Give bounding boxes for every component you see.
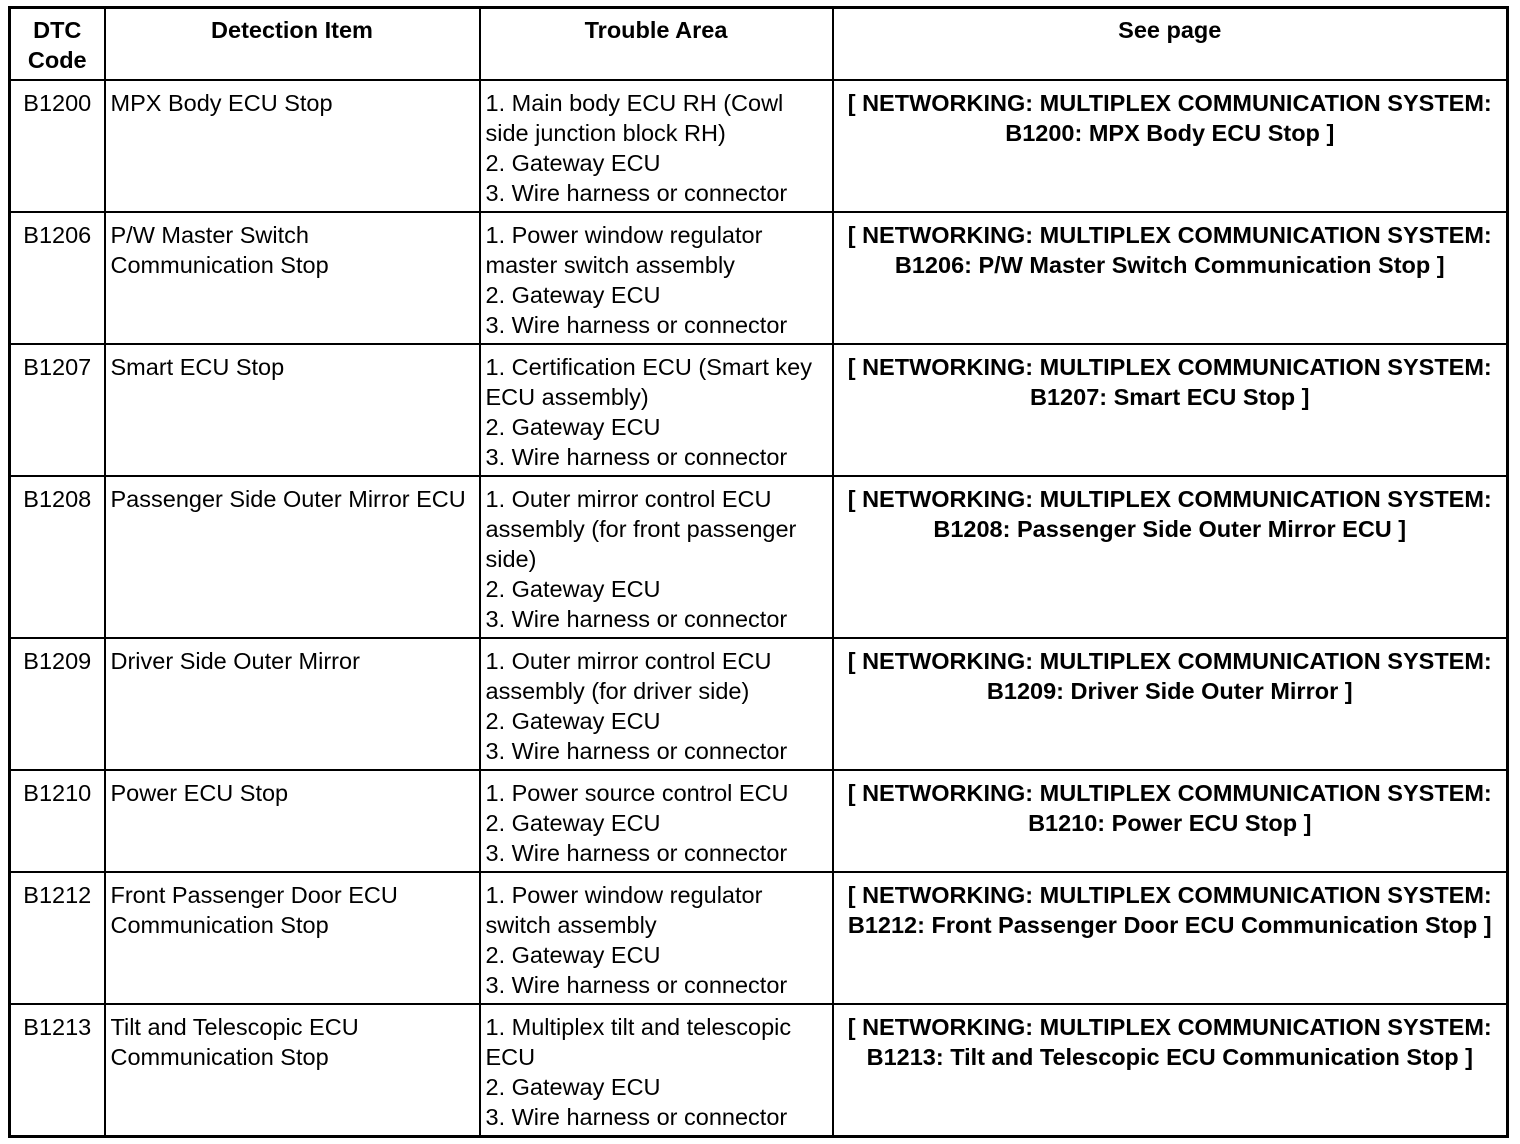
see-page-link[interactable]: [ NETWORKING: MULTIPLEX COMMUNICATION SYSTEM: B1210: Power ECU Stop ] [833, 770, 1508, 872]
see-page-link[interactable]: [ NETWORKING: MULTIPLEX COMMUNICATION SYSTEM: B1206: P/W Master Switch Communication Stop ] [833, 212, 1508, 344]
table-row [10, 80, 1508, 212]
trouble-area-cell [480, 212, 833, 344]
see-page-link[interactable]: [ NETWORKING: MULTIPLEX COMMUNICATION SYSTEM: B1200: MPX Body ECU Stop ] [833, 80, 1508, 212]
table-row [10, 344, 1508, 476]
header-see-page: See page [833, 8, 1508, 81]
trouble-area-cell [480, 344, 833, 476]
trouble-area-line: 1. Certification ECU (Smart key ECU assembly) [485, 354, 812, 410]
trouble-area-line: 3. Wire harness or connector [485, 738, 788, 764]
trouble-area-line: 3. Wire harness or connector [485, 606, 788, 632]
dtc-code-cell: B1209 [10, 638, 105, 770]
detection-item-cell: Power ECU Stop [105, 770, 480, 872]
trouble-area-line: 2. Gateway ECU [485, 810, 661, 836]
dtc-code-cell: B1212 [10, 872, 105, 1004]
trouble-area-line: 1. Outer mirror control ECU assembly (for front passenger side) [485, 486, 797, 572]
trouble-area-line: 2. Gateway ECU [485, 1074, 661, 1100]
trouble-area-cell [480, 1004, 833, 1137]
dtc-code-cell: B1208 [10, 476, 105, 638]
trouble-area-line: 1. Multiplex tilt and telescopic ECU [485, 1014, 792, 1070]
trouble-area-line: 2. Gateway ECU [485, 942, 661, 968]
dtc-code-cell: B1206 [10, 212, 105, 344]
trouble-area-line: 1. Outer mirror control ECU assembly (for driver side) [485, 648, 772, 704]
dtc-code-cell: B1210 [10, 770, 105, 872]
detection-item-cell: P/W Master Switch Communication Stop [105, 212, 480, 344]
table-row [10, 212, 1508, 344]
header-trouble-area: Trouble Area [480, 8, 833, 81]
header-detection-item: Detection Item [105, 8, 480, 81]
trouble-area-line: 3. Wire harness or connector [485, 444, 788, 470]
table-row [10, 770, 1508, 872]
detection-item-cell: MPX Body ECU Stop [105, 80, 480, 212]
table-header-row [10, 8, 1508, 81]
trouble-area-cell [480, 80, 833, 212]
trouble-area-cell [480, 476, 833, 638]
trouble-area-cell [480, 770, 833, 872]
table-row [10, 1004, 1508, 1137]
see-page-link[interactable]: [ NETWORKING: MULTIPLEX COMMUNICATION SYSTEM: B1209: Driver Side Outer Mirror ] [833, 638, 1508, 770]
trouble-area-line: 3. Wire harness or connector [485, 972, 788, 998]
table-row [10, 872, 1508, 1004]
see-page-link[interactable]: [ NETWORKING: MULTIPLEX COMMUNICATION SYSTEM: B1212: Front Passenger Door ECU Communication Stop ] [833, 872, 1508, 1004]
header-dtc-code [10, 8, 105, 81]
table-row [10, 476, 1508, 638]
see-page-link[interactable]: [ NETWORKING: MULTIPLEX COMMUNICATION SYSTEM: B1208: Passenger Side Outer Mirror ECU ] [833, 476, 1508, 638]
dtc-code-cell: B1213 [10, 1004, 105, 1137]
detection-item-cell: Driver Side Outer Mirror [105, 638, 480, 770]
dtc-table [8, 6, 1509, 1138]
dtc-code-cell: B1200 [10, 80, 105, 212]
trouble-area-line: 3. Wire harness or connector [485, 1104, 788, 1130]
trouble-area-line: 1. Main body ECU RH (Cowl side junction block RH) [485, 90, 784, 146]
detection-item-cell: Smart ECU Stop [105, 344, 480, 476]
trouble-area-line: 2. Gateway ECU [485, 708, 661, 734]
header-dtc-code-line2: Code [27, 47, 87, 73]
trouble-area-line: 1. Power source control ECU [485, 780, 789, 806]
trouble-area-line: 2. Gateway ECU [485, 150, 661, 176]
trouble-area-cell [480, 872, 833, 1004]
dtc-code-cell: B1207 [10, 344, 105, 476]
trouble-area-line: 3. Wire harness or connector [485, 840, 788, 866]
trouble-area-line: 1. Power window regulator master switch assembly [485, 222, 763, 278]
trouble-area-line: 1. Power window regulator switch assembly [485, 882, 763, 938]
trouble-area-cell [480, 638, 833, 770]
see-page-link[interactable]: [ NETWORKING: MULTIPLEX COMMUNICATION SYSTEM: B1213: Tilt and Telescopic ECU Communication Stop ] [833, 1004, 1508, 1137]
trouble-area-line: 2. Gateway ECU [485, 282, 661, 308]
detection-item-cell: Front Passenger Door ECU Communication Stop [105, 872, 480, 1004]
header-dtc-code-line1: DTC [33, 17, 82, 43]
see-page-link[interactable]: [ NETWORKING: MULTIPLEX COMMUNICATION SYSTEM: B1207: Smart ECU Stop ] [833, 344, 1508, 476]
trouble-area-line: 2. Gateway ECU [485, 576, 661, 602]
detection-item-cell: Tilt and Telescopic ECU Communication Stop [105, 1004, 480, 1137]
trouble-area-line: 3. Wire harness or connector [485, 180, 788, 206]
table-row [10, 638, 1508, 770]
trouble-area-line: 2. Gateway ECU [485, 414, 661, 440]
detection-item-cell: Passenger Side Outer Mirror ECU [105, 476, 480, 638]
trouble-area-line: 3. Wire harness or connector [485, 312, 788, 338]
